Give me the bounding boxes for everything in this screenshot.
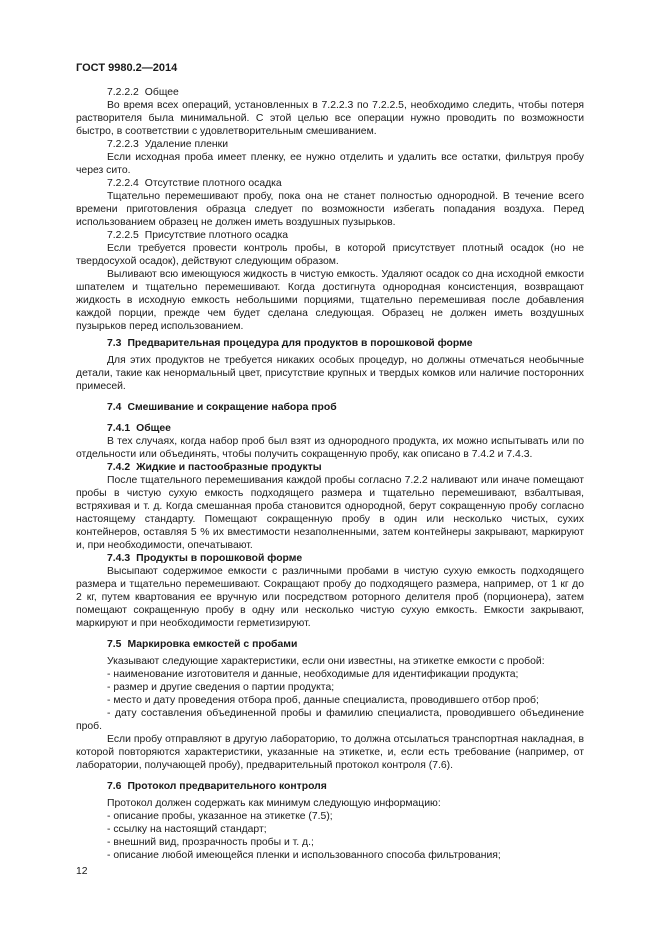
- list-item: - ссылку на настоящий стандарт;: [107, 824, 267, 835]
- paragraph: Если пробу отправляют в другую лабораторию, то должна отсылаться транспортная накладная, в которой повторяются характеристики, указанные на этикетке, и, если есть требование (например, от лаборатории, получающей пробу), предварительный протокол контроля (7.6).: [76, 734, 584, 771]
- section-heading-7-3: [76, 337, 584, 350]
- subsection-heading-7-2-2-2: [76, 86, 584, 99]
- paragraph: В тех случаях, когда набор проб был взят из однородного продукта, их можно испытывать или по отдельности или объединять, чтобы получить сокращенную пробу, как описано в 7.4.2 и 7.4.3.: [76, 436, 584, 460]
- section-title: Продукты в порошковой форме: [136, 553, 303, 564]
- list-item: - описание пробы, указанное на этикетке (7.5);: [107, 811, 333, 822]
- paragraph: Если исходная проба имеет пленку, ее нужно отделить и удалить все остатки, фильтруя пробу через сито.: [76, 152, 584, 176]
- subsection-heading-7-4-2: [76, 461, 584, 474]
- section-title: Общее: [144, 87, 179, 98]
- section-title: Удаление пленки: [144, 139, 229, 150]
- standard-header: ГОСТ 9980.2—2014: [76, 62, 178, 74]
- paragraph: Во время всех операций, установленных в 7.2.2.3 по 7.2.2.5, необходимо следить, чтобы потеря растворителя была минимальной. С этой целью все операции нужно проводить по возможности быстро, в соответствии с удовлетворительным смешиванием.: [76, 100, 584, 137]
- subsection-heading-7-4-3: [76, 552, 584, 565]
- section-title: Маркировка емкостей с пробами: [127, 639, 298, 650]
- section-title: Смешивание и сокращение набора проб: [127, 402, 337, 413]
- paragraph: Тщательно перемешивают пробу, пока она не станет полностью однородной. В течение всего времени приготовления образца следует по возможности избегать попадания воздуха. Перед использованием образец не должен иметь воздушных пузырьков.: [76, 191, 584, 228]
- paragraph: Если требуется провести контроль пробы, в которой присутствует плотный осадок (но не твердосухой осадок), действуют следующим образом.: [76, 243, 584, 267]
- subsection-heading-7-2-2-5: [76, 229, 584, 242]
- section-number: 7.4.3: [107, 553, 131, 564]
- section-title: Предварительная процедура для продуктов в порошковой форме: [127, 338, 473, 349]
- section-title: Отсутствие плотного осадка: [144, 178, 282, 189]
- list-item: - дату составления объединенной пробы и фамилию специалиста, проводившего объединение проб.: [76, 708, 584, 732]
- list-item: - описание любой имеющейся пленки и использованного способа фильтрования;: [107, 850, 501, 861]
- section-number: 7.6: [107, 781, 122, 792]
- section-number: 7.4: [107, 402, 122, 413]
- section-number: 7.2.2.3: [107, 139, 139, 150]
- subsection-heading-7-2-2-4: [76, 177, 584, 190]
- list-item: - внешний вид, прозрачность пробы и т. д.;: [107, 837, 314, 848]
- list-item: - наименование изготовителя и данные, необходимые для идентификации продукта;: [107, 669, 519, 680]
- section-title: Жидкие и пастообразные продукты: [136, 462, 322, 473]
- section-number: 7.5: [107, 639, 122, 650]
- section-heading-7-6: [76, 780, 584, 793]
- paragraph: Выливают всю имеющуюся жидкость в чистую емкость. Удаляют осадок со дна исходной емкости шпателем и тщательно перемешивают. Когда достигнута однородная консистенция, возвращают жидкость в исходную емкость небольшими порциями, тщательно перемешивая после добавления каждой порции, прежде чем будет сделана следующая. Образец не должен иметь воздушных пузырьков перед использованием.: [76, 269, 584, 332]
- list-item: - размер и другие сведения о партии продукта;: [107, 682, 335, 693]
- paragraph: Для этих продуктов не требуется никаких особых процедур, но должны отмечаться необычные детали, такие как ненормальный цвет, присутствие крупных и твердых комков или наличие посторонних примесей.: [76, 355, 584, 392]
- section-number: 7.4.2: [107, 462, 131, 473]
- paragraph: Высыпают содержимое емкости с различными пробами в чистую сухую емкость подходящего размера и тщательно перемешивают. Сокращают пробу до подходящего размера, например, от 1 кг до 2 кг, путем квартования ее вручную или посредством роторного делителя проб (порционера), затем помещают сокращенную пробу в одну или несколько чистую сухую емкость. Емкости закрывают, маркируют и при необходимости герметизируют.: [76, 566, 584, 629]
- document-page: [76, 62, 584, 862]
- section-heading-7-4: [76, 401, 584, 414]
- paragraph: Протокол должен содержать как минимум следующую информацию:: [107, 798, 441, 809]
- list-item: - место и дату проведения отбора проб, данные специалиста, проводившего отбор проб;: [107, 695, 539, 706]
- paragraph: После тщательного перемешивания каждой пробы согласно 7.2.2 наливают или иначе помещают пробы в чистую сухую емкость подходящего размера и тщательно перемешивают, взбалтывая, встряхивая и т. д. Когда смешанная проба становится однородной, берут сокращенную пробу согласно настоящему стандарту. Помещают сокращенную пробу в один или несколько чистых, сухих контейнеров, оставляя 5 % их вместимости незаполненными, затем контейнеры закрывают, маркируют и, при необходимости, опечатывают.: [76, 475, 584, 551]
- section-heading-7-5: [76, 638, 584, 651]
- section-title: Протокол предварительного контроля: [127, 781, 327, 792]
- section-title: Присутствие плотного осадка: [144, 230, 289, 241]
- section-title: Общее: [136, 423, 171, 434]
- section-number: 7.4.1: [107, 423, 131, 434]
- subsection-heading-7-2-2-3: [76, 138, 584, 151]
- subsection-heading-7-4-1: [76, 422, 584, 435]
- paragraph: Указывают следующие характеристики, если они известны, на этикетке емкости с пробой:: [107, 656, 545, 667]
- section-number: 7.3: [107, 338, 122, 349]
- section-number: 7.2.2.4: [107, 178, 139, 189]
- page-number: 12: [76, 866, 88, 877]
- section-number: 7.2.2.2: [107, 87, 139, 98]
- section-number: 7.2.2.5: [107, 230, 139, 241]
